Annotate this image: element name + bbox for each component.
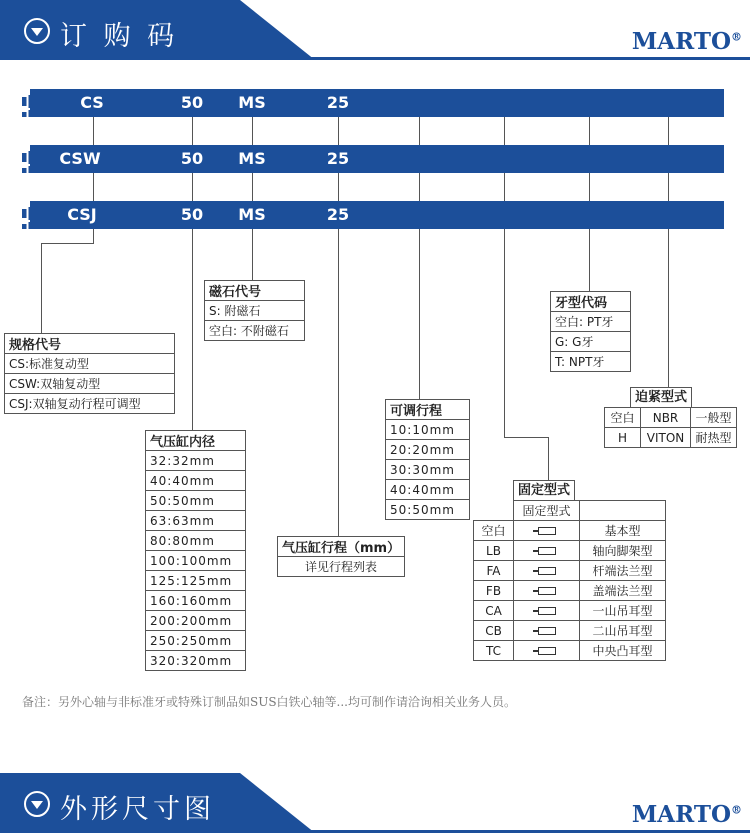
mount-symbol-icon [514,601,580,621]
connector-line [93,117,94,145]
leader-line [41,243,42,334]
section-title: 订 购 码 [60,21,179,52]
code-magnet: MS [238,205,266,224]
code-series: CSW [59,149,101,168]
table-row: 50:50mm [146,491,246,511]
code-magnet: MS [238,149,266,168]
table-row: 10:10mm [386,420,470,440]
leader-line [504,229,505,437]
brand-logo: MARTO® [631,801,742,828]
connector-line [504,173,505,201]
code-placeholder-box [16,95,29,108]
code-stroke: 25 [326,93,350,112]
code-stroke: 25 [326,149,350,168]
mount-name: 轴向脚架型 [580,541,666,561]
header-underline [0,57,750,60]
table-row: 40:40mm [146,471,246,491]
mount-table [473,500,666,661]
code-magnet: MS [238,93,266,112]
code-bore: 50 [180,93,204,112]
connector-line [504,117,505,145]
connector-line [252,117,253,145]
leader-line [548,437,549,481]
table-row: 30:30mm [386,460,470,480]
code-series: CSJ [67,205,97,224]
table-subheader: 固定型式 [514,501,580,521]
table-row: 20:20mm [386,440,470,460]
leader-line [41,243,94,244]
code-placeholder-box [16,207,29,220]
table-row: 125:125mm [146,571,246,591]
mount-name: 中央凸耳型 [580,641,666,661]
table-row: 63:63mm [146,511,246,531]
code-bar-cs [22,89,724,117]
adjustable-stroke-table [385,399,470,520]
bore-table [145,430,246,671]
mount-code: FA [474,561,514,581]
mount-symbol-icon [514,521,580,541]
leader-line [252,229,253,281]
magnet-table [204,280,305,341]
section-title: 外形尺寸图 [60,794,215,825]
mount-name: 二山吊耳型 [580,621,666,641]
connector-line [419,117,420,145]
table-row: G: G牙 [551,332,631,352]
seal-material: NBR [641,408,691,428]
leader-line [338,229,339,536]
connector-line [668,117,669,145]
stroke-table [277,536,405,577]
table-title: 牙型代码 [551,292,631,312]
seal-type: 一般型 [691,408,737,428]
table-row: CSW:双轴复动型 [5,374,175,394]
code-bore: 50 [180,149,204,168]
code-bore: 50 [180,205,204,224]
leader-line [589,229,590,291]
connector-line [668,173,669,201]
section-header-dimensions [0,773,750,833]
code-placeholder-box [16,222,29,235]
section-header-order-code [0,0,750,60]
series-table [4,333,175,414]
table-title: 气压缸行程（mm） [278,537,405,557]
leader-line [93,229,94,243]
seal-type: 耐热型 [691,428,737,448]
code-bar-csw [22,145,724,173]
chevron-down-circle-icon [24,791,50,817]
code-stroke: 25 [326,205,350,224]
connector-line [419,173,420,201]
mount-name: 一山吊耳型 [580,601,666,621]
code-placeholder-box [16,125,29,138]
connector-line [93,173,94,201]
table-row: 160:160mm [146,591,246,611]
table-title: 规格代号 [5,334,175,354]
seal-code: H [605,428,641,448]
connector-line [192,117,193,145]
code-bar-csj [22,201,724,229]
seal-table-title: 迫紧型式 [630,387,692,407]
leader-line [192,229,193,430]
table-row: 32:32mm [146,451,246,471]
mount-code: 空白 [474,521,514,541]
mount-code: LB [474,541,514,561]
mount-symbol-icon [514,561,580,581]
thread-table [550,291,631,372]
code-series: CS [80,93,104,112]
code-placeholder-box [16,151,29,164]
table-row: CSJ:双轴复动行程可调型 [5,394,175,414]
mount-table-title: 固定型式 [513,480,575,500]
table-row: 250:250mm [146,631,246,651]
table-row: S: 附磁石 [205,301,305,321]
connector-line [589,173,590,201]
leader-line [668,229,669,387]
table-title: 可调行程 [386,400,470,420]
table-row: T: NPT牙 [551,352,631,372]
connector-line [338,173,339,201]
code-placeholder-box [16,252,29,265]
table-row: 50:50mm [386,500,470,520]
chevron-down-circle-icon [24,18,50,44]
mount-code: TC [474,641,514,661]
table-row: 40:40mm [386,480,470,500]
connector-line [589,117,590,145]
leader-line [504,437,549,438]
table-title: 磁石代号 [205,281,305,301]
code-placeholder-box [16,166,29,179]
connector-line [192,173,193,201]
remark-note: 备注：另外心轴与非标准牙或特殊订制品如SUS白铁心轴等...均可制作请洽询相关业务人员。 [22,695,517,709]
table-row: 200:200mm [146,611,246,631]
leader-line [419,229,420,399]
mount-code: CB [474,621,514,641]
connector-line [252,173,253,201]
mount-symbol-icon [514,581,580,601]
mount-code: CA [474,601,514,621]
seal-code: 空白 [605,408,641,428]
mount-name: 盖端法兰型 [580,581,666,601]
code-placeholder-box [16,181,29,194]
table-row: 空白: PT牙 [551,312,631,332]
connector-line [338,117,339,145]
mount-name: 基本型 [580,521,666,541]
table-row: 空白: 不附磁石 [205,321,305,341]
table-row: 320:320mm [146,651,246,671]
seal-table [604,407,737,448]
code-placeholder-box [16,110,29,123]
table-row: 详见行程列表 [278,557,405,577]
mount-symbol-icon [514,541,580,561]
mount-code: FB [474,581,514,601]
table-row: 80:80mm [146,531,246,551]
seal-material: VITON [641,428,691,448]
mount-symbol-icon [514,641,580,661]
mount-symbol-icon [514,621,580,641]
mount-name: 杆端法兰型 [580,561,666,581]
table-title: 气压缸内径 [146,431,246,451]
code-placeholder-box [16,237,29,250]
table-row: 100:100mm [146,551,246,571]
table-row: CS:标准复动型 [5,354,175,374]
brand-logo: MARTO® [631,28,742,55]
